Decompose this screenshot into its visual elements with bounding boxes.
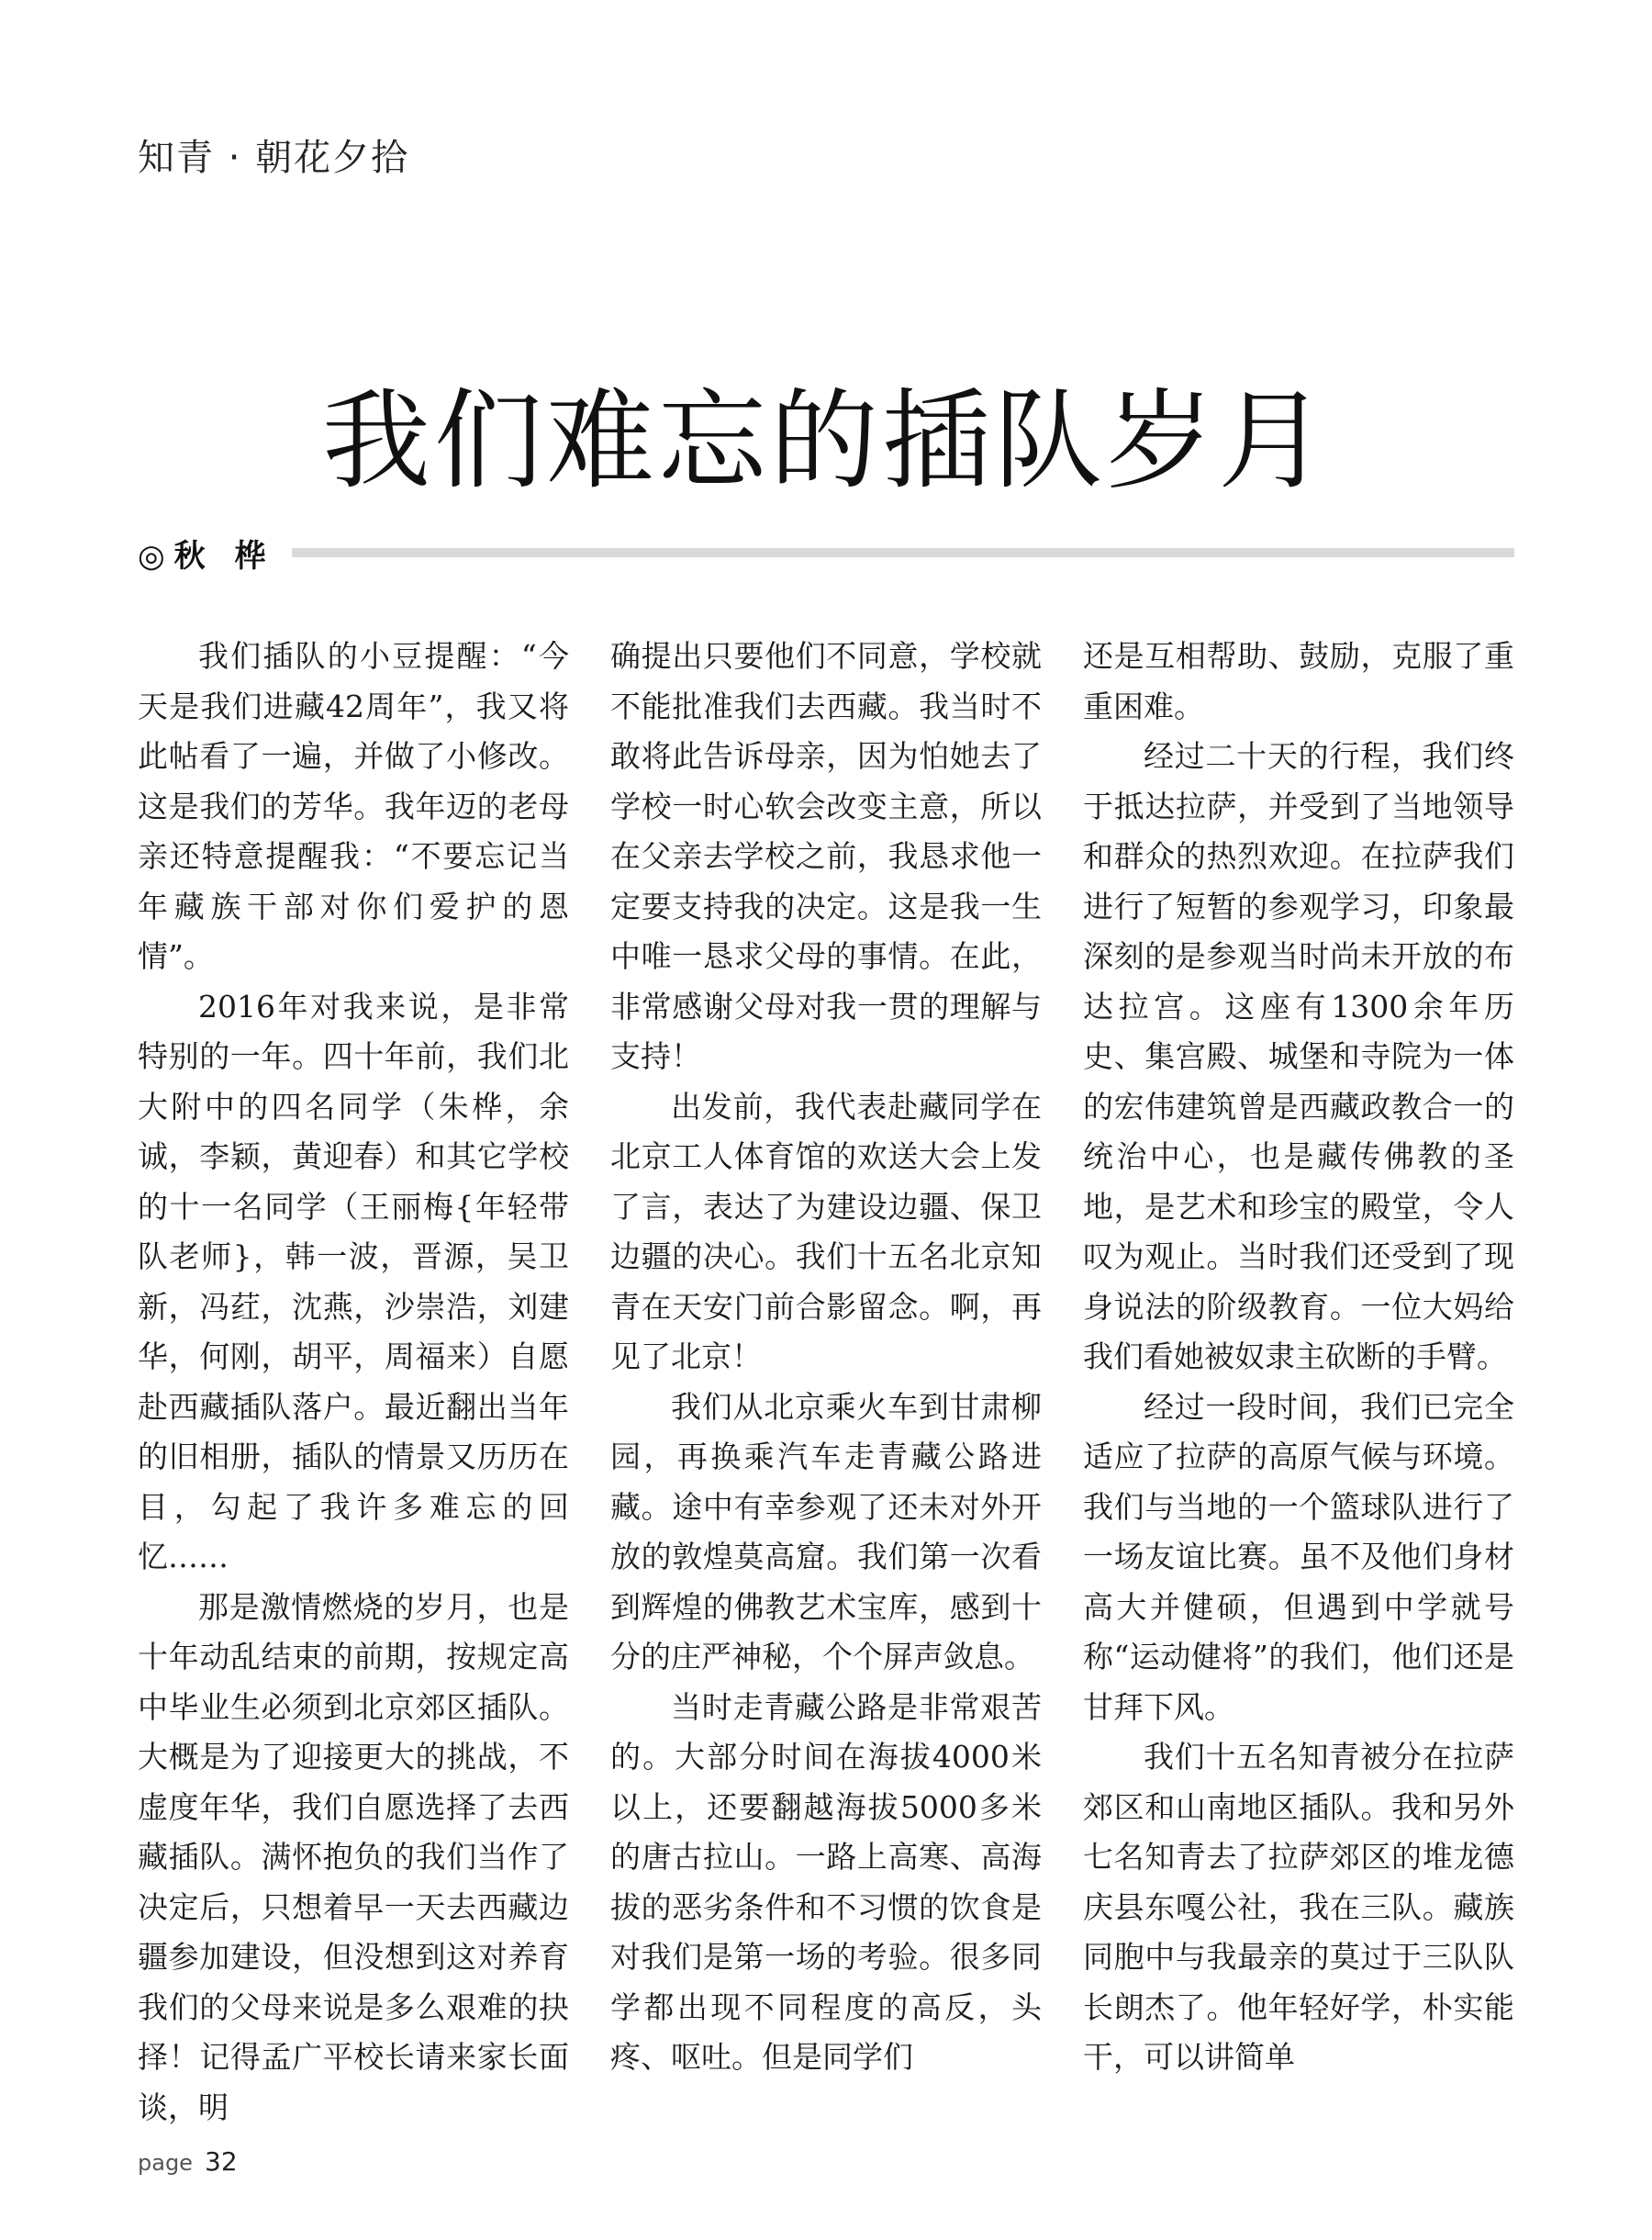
section-label: 知青 · 朝花夕拾	[138, 137, 410, 179]
page-footer	[138, 2146, 238, 2177]
author-divider	[292, 548, 1514, 557]
paragraph-continued: 确提出只要他们不同意，学校就不能批准我们去西藏。我当时不敢将此告诉母亲，因为怕她去了学校一时心软会改变主意，所以在父亲去学校之前，我恳求他一定要支持我的决定。这是我一生中唯一恳求父母的事情。在此，非常感谢父母对我一贯的理解与支持！	[610, 638, 1042, 1074]
paragraph: 2016年对我来说，是非常特别的一年。四十年前，我们北大附中的四名同学（朱桦，余诚，李颖，黄迎春）和其它学校的十一名同学（王丽梅{年轻带队老师}，韩一波，晋源，吴卫新，冯荭，沈燕，沙崇浩，刘建华，何刚，胡平，周福来）自愿赴西藏插队落户。最近翻出当年的旧相册，插队的情景又历历在目，勾起了我许多难忘的回忆……	[138, 988, 569, 1574]
paragraph: 当时走青藏公路是非常艰苦的。大部分时间在海拔4000米以上，还要翻越海拔5000多米的唐古拉山。一路上高寒、高海拔的恶劣条件和不习惯的饮食是对我们是第一场的考验。很多同学都出现不同程度的高反，头疼、呕吐。但是同学们	[610, 1688, 1042, 2075]
paragraph: 我们从北京乘火车到甘肃柳园，再换乘汽车走青藏公路进藏。途中有幸参观了还未对外开放的敦煌莫高窟。我们第一次看到辉煌的佛教艺术宝库，感到十分的庄严神秘，个个屏声敛息。	[610, 1388, 1042, 1674]
paragraph: 出发前，我代表赴藏同学在北京工人体育馆的欢送大会上发了言，表达了为建设边疆、保卫边疆的决心。我们十五名北京知青在天安门前合影留念。啊，再见了北京！	[610, 1088, 1042, 1374]
article-body	[138, 632, 1514, 2125]
author-byline: ◎秋 桦	[138, 538, 275, 575]
text-column-2	[610, 632, 1042, 2100]
paragraph-continued: 还是互相帮助、鼓励，克服了重重困难。	[1083, 638, 1514, 724]
text-column-1	[138, 632, 569, 2125]
paragraph: 经过二十天的行程，我们终于抵达拉萨，并受到了当地领导和群众的热烈欢迎。在拉萨我们进行了短暂的参观学习，印象最深刻的是参观当时尚未开放的布达拉宫。这座有1300余年历史、集宫殿、城堡和寺院为一体的宏伟建筑曾是西藏政教合一的统治中心，也是藏传佛教的圣地，是艺术和珍宝的殿堂，令人叹为观止。当时我们还受到了现身说法的阶级教育。一位大妈给我们看她被奴隶主砍断的手臂。	[1083, 738, 1514, 1374]
paragraph: 我们插队的小豆提醒：“今天是我们进藏42周年”，我又将此帖看了一遍，并做了小修改。这是我们的芳华。我年迈的老母亲还特意提醒我：“不要忘记当年藏族干部对你们爱护的恩情”。	[138, 638, 569, 974]
text-column-3	[1083, 632, 1514, 2100]
paragraph: 那是激情燃烧的岁月，也是十年动乱结束的前期，按规定高中毕业生必须到北京郊区插队。大概是为了迎接更大的挑战，不虚度年华，我们自愿选择了去西藏插队。满怀抱负的我们当作了决定后，只想着早一天去西藏边疆参加建设，但没想到这对养育我们的父母来说是多么艰难的抉择！记得孟广平校长请来家长面谈，明	[138, 1588, 569, 2125]
paragraph: 经过一段时间，我们已完全适应了拉萨的高原气候与环境。我们与当地的一个篮球队进行了一场友谊比赛。虽不及他们身材高大并健硕，但遇到中学就号称“运动健将”的我们，他们还是甘拜下风。	[1083, 1388, 1514, 1725]
article-title: 我们难忘的插队岁月	[321, 377, 1330, 504]
page-number: 32	[205, 2146, 238, 2177]
page-label: page	[138, 2150, 193, 2176]
paragraph: 我们十五名知青被分在拉萨郊区和山南地区插队。我和另外七名知青去了拉萨郊区的堆龙德庆县东嘎公社，我在三队。藏族同胞中与我最亲的莫过于三队队长朗杰了。他年轻好学，朴实能干，可以讲简单	[1083, 1739, 1514, 2075]
